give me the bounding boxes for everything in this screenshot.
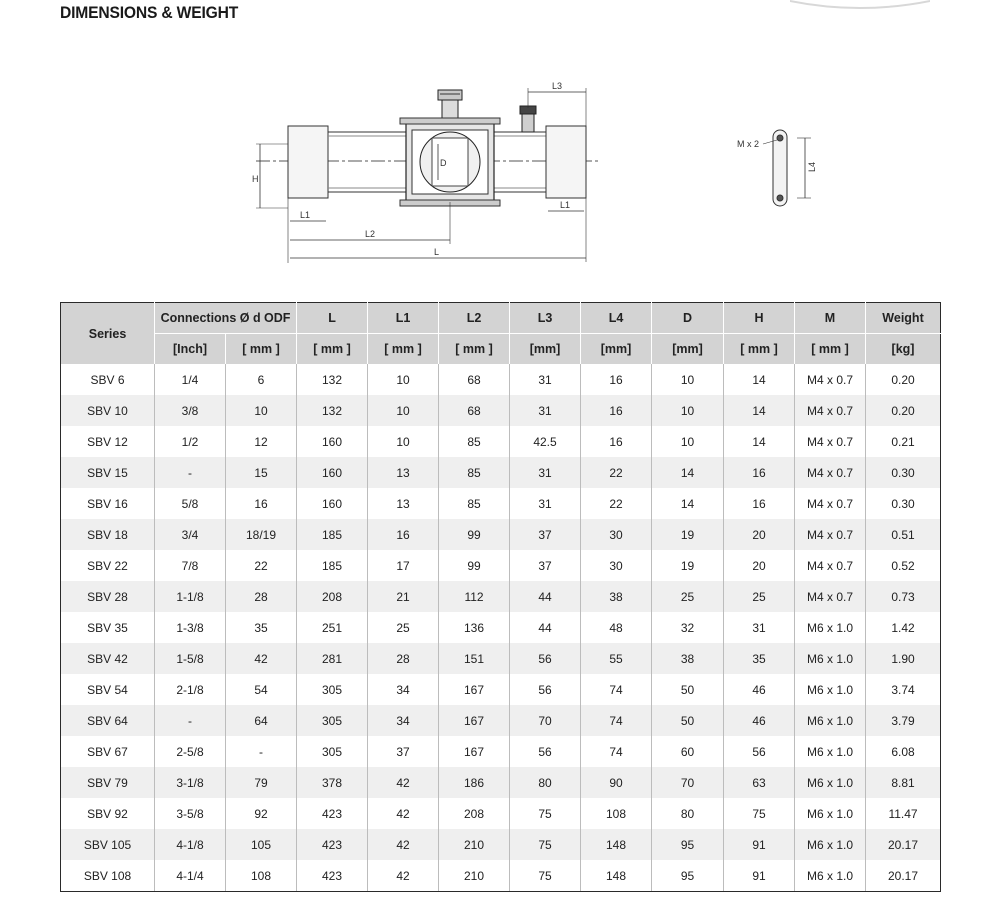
unit-weight: [kg] bbox=[866, 334, 941, 365]
cell-mm: 10 bbox=[226, 395, 297, 426]
cell-d: 25 bbox=[652, 581, 724, 612]
cell-l4: 55 bbox=[581, 643, 652, 674]
header-m: M bbox=[795, 303, 866, 334]
cell-series: SBV 22 bbox=[61, 550, 155, 581]
cell-l3: 31 bbox=[510, 457, 581, 488]
table-row bbox=[61, 426, 941, 457]
cell-mm: 15 bbox=[226, 457, 297, 488]
cell-l2: 136 bbox=[439, 612, 510, 643]
cell-l4: 38 bbox=[581, 581, 652, 612]
cell-m: M6 x 1.0 bbox=[795, 829, 866, 860]
cell-weight: 1.90 bbox=[866, 643, 941, 674]
cell-series: SBV 15 bbox=[61, 457, 155, 488]
cell-l4: 90 bbox=[581, 767, 652, 798]
cell-series: SBV 16 bbox=[61, 488, 155, 519]
cell-h: 91 bbox=[724, 860, 795, 892]
header-d: D bbox=[652, 303, 724, 334]
table-row bbox=[61, 643, 941, 674]
header-l2: L2 bbox=[439, 303, 510, 334]
cell-h: 91 bbox=[724, 829, 795, 860]
cell-m: M4 x 0.7 bbox=[795, 364, 866, 395]
header-l1: L1 bbox=[368, 303, 439, 334]
header-series: Series bbox=[61, 303, 155, 365]
unit-h: [ mm ] bbox=[724, 334, 795, 365]
cell-weight: 20.17 bbox=[866, 860, 941, 892]
cell-l: 208 bbox=[297, 581, 368, 612]
cell-l3: 37 bbox=[510, 550, 581, 581]
cell-d: 14 bbox=[652, 457, 724, 488]
cell-l4: 30 bbox=[581, 550, 652, 581]
table-row bbox=[61, 736, 941, 767]
cell-l4: 30 bbox=[581, 519, 652, 550]
label-d: D bbox=[440, 158, 447, 168]
cell-m: M6 x 1.0 bbox=[795, 767, 866, 798]
cell-l: 281 bbox=[297, 643, 368, 674]
table-row bbox=[61, 519, 941, 550]
cell-l1: 42 bbox=[368, 767, 439, 798]
cell-l2: 210 bbox=[439, 829, 510, 860]
cell-d: 10 bbox=[652, 426, 724, 457]
cell-m: M6 x 1.0 bbox=[795, 736, 866, 767]
cell-l2: 208 bbox=[439, 798, 510, 829]
cell-l2: 99 bbox=[439, 519, 510, 550]
unit-l1: [ mm ] bbox=[368, 334, 439, 365]
cell-series: SBV 42 bbox=[61, 643, 155, 674]
cell-l1: 37 bbox=[368, 736, 439, 767]
cell-weight: 11.47 bbox=[866, 798, 941, 829]
cell-m: M4 x 0.7 bbox=[795, 519, 866, 550]
cell-l4: 74 bbox=[581, 674, 652, 705]
cell-l2: 85 bbox=[439, 426, 510, 457]
unit-l2: [ mm ] bbox=[439, 334, 510, 365]
cell-mm: 42 bbox=[226, 643, 297, 674]
cell-l4: 16 bbox=[581, 426, 652, 457]
cell-l3: 75 bbox=[510, 860, 581, 892]
cell-l3: 44 bbox=[510, 581, 581, 612]
cell-weight: 0.21 bbox=[866, 426, 941, 457]
header-connections: Connections Ø d ODF bbox=[155, 303, 297, 334]
cell-l: 305 bbox=[297, 705, 368, 736]
cell-inch: 4-1/4 bbox=[155, 860, 226, 892]
cell-series: SBV 6 bbox=[61, 364, 155, 395]
page-title: DIMENSIONS & WEIGHT bbox=[60, 3, 239, 22]
cell-l4: 74 bbox=[581, 736, 652, 767]
cell-m: M4 x 0.7 bbox=[795, 550, 866, 581]
header-l: L bbox=[297, 303, 368, 334]
label-l1-left: L1 bbox=[300, 210, 311, 220]
cell-l4: 148 bbox=[581, 860, 652, 892]
cell-d: 38 bbox=[652, 643, 724, 674]
cell-h: 14 bbox=[724, 395, 795, 426]
cell-series: SBV 67 bbox=[61, 736, 155, 767]
table-row bbox=[61, 767, 941, 798]
cell-l: 185 bbox=[297, 519, 368, 550]
cell-l4: 22 bbox=[581, 457, 652, 488]
cell-d: 80 bbox=[652, 798, 724, 829]
cell-weight: 0.20 bbox=[866, 395, 941, 426]
cell-series: SBV 18 bbox=[61, 519, 155, 550]
cell-l1: 10 bbox=[368, 364, 439, 395]
cell-m: M6 x 1.0 bbox=[795, 705, 866, 736]
cell-l4: 74 bbox=[581, 705, 652, 736]
cell-l2: 85 bbox=[439, 457, 510, 488]
cell-l1: 13 bbox=[368, 457, 439, 488]
table-row bbox=[61, 798, 941, 829]
cell-l: 132 bbox=[297, 395, 368, 426]
cell-l3: 70 bbox=[510, 705, 581, 736]
cell-d: 70 bbox=[652, 767, 724, 798]
cell-d: 95 bbox=[652, 829, 724, 860]
cell-l2: 167 bbox=[439, 705, 510, 736]
cell-l: 305 bbox=[297, 736, 368, 767]
cell-d: 10 bbox=[652, 395, 724, 426]
cell-inch: 5/8 bbox=[155, 488, 226, 519]
table-row bbox=[61, 395, 941, 426]
cell-inch: 1-3/8 bbox=[155, 612, 226, 643]
cell-d: 19 bbox=[652, 550, 724, 581]
cell-m: M6 x 1.0 bbox=[795, 643, 866, 674]
cell-l1: 10 bbox=[368, 426, 439, 457]
cell-series: SBV 54 bbox=[61, 674, 155, 705]
cell-l4: 16 bbox=[581, 364, 652, 395]
cell-l1: 25 bbox=[368, 612, 439, 643]
cell-l4: 48 bbox=[581, 612, 652, 643]
unit-d: [mm] bbox=[652, 334, 724, 365]
cell-l3: 75 bbox=[510, 829, 581, 860]
cell-h: 75 bbox=[724, 798, 795, 829]
cell-l: 160 bbox=[297, 457, 368, 488]
cell-l4: 148 bbox=[581, 829, 652, 860]
cell-h: 46 bbox=[724, 705, 795, 736]
cell-h: 16 bbox=[724, 457, 795, 488]
cell-inch: 2-1/8 bbox=[155, 674, 226, 705]
cell-mm: 54 bbox=[226, 674, 297, 705]
cell-l4: 22 bbox=[581, 488, 652, 519]
cell-l4: 16 bbox=[581, 395, 652, 426]
cell-m: M6 x 1.0 bbox=[795, 798, 866, 829]
cell-h: 20 bbox=[724, 550, 795, 581]
cell-l1: 17 bbox=[368, 550, 439, 581]
cell-l1: 34 bbox=[368, 674, 439, 705]
cell-series: SBV 12 bbox=[61, 426, 155, 457]
cell-series: SBV 105 bbox=[61, 829, 155, 860]
cell-series: SBV 92 bbox=[61, 798, 155, 829]
label-l1-right: L1 bbox=[560, 200, 571, 210]
cell-l2: 68 bbox=[439, 364, 510, 395]
cell-inch: 3/4 bbox=[155, 519, 226, 550]
cell-l1: 34 bbox=[368, 705, 439, 736]
cell-l1: 16 bbox=[368, 519, 439, 550]
cell-l3: 31 bbox=[510, 395, 581, 426]
cell-mm: - bbox=[226, 736, 297, 767]
cell-mm: 105 bbox=[226, 829, 297, 860]
cell-h: 31 bbox=[724, 612, 795, 643]
cell-l1: 28 bbox=[368, 643, 439, 674]
cell-inch: 1/4 bbox=[155, 364, 226, 395]
cell-l2: 99 bbox=[439, 550, 510, 581]
cell-h: 25 bbox=[724, 581, 795, 612]
cell-l3: 44 bbox=[510, 612, 581, 643]
cell-inch: 1-5/8 bbox=[155, 643, 226, 674]
cell-inch: - bbox=[155, 457, 226, 488]
cell-weight: 0.51 bbox=[866, 519, 941, 550]
cell-weight: 0.73 bbox=[866, 581, 941, 612]
table-row bbox=[61, 581, 941, 612]
cell-m: M6 x 1.0 bbox=[795, 860, 866, 892]
cell-d: 95 bbox=[652, 860, 724, 892]
cell-weight: 1.42 bbox=[866, 612, 941, 643]
cell-weight: 20.17 bbox=[866, 829, 941, 860]
cell-m: M6 x 1.0 bbox=[795, 612, 866, 643]
cell-d: 50 bbox=[652, 674, 724, 705]
table-row bbox=[61, 550, 941, 581]
cell-mm: 6 bbox=[226, 364, 297, 395]
cell-d: 60 bbox=[652, 736, 724, 767]
cell-h: 63 bbox=[724, 767, 795, 798]
cell-series: SBV 10 bbox=[61, 395, 155, 426]
cell-m: M6 x 1.0 bbox=[795, 674, 866, 705]
cell-weight: 8.81 bbox=[866, 767, 941, 798]
cell-l3: 31 bbox=[510, 364, 581, 395]
table-row bbox=[61, 457, 941, 488]
cell-l2: 151 bbox=[439, 643, 510, 674]
cell-series: SBV 79 bbox=[61, 767, 155, 798]
cell-l1: 10 bbox=[368, 395, 439, 426]
cell-l3: 37 bbox=[510, 519, 581, 550]
cell-l4: 108 bbox=[581, 798, 652, 829]
cell-weight: 0.30 bbox=[866, 488, 941, 519]
header-l4: L4 bbox=[581, 303, 652, 334]
unit-l3: [mm] bbox=[510, 334, 581, 365]
cell-mm: 22 bbox=[226, 550, 297, 581]
cell-l3: 75 bbox=[510, 798, 581, 829]
unit-l4: [mm] bbox=[581, 334, 652, 365]
cell-l: 132 bbox=[297, 364, 368, 395]
label-l2: L2 bbox=[365, 229, 376, 239]
cell-inch: 1-1/8 bbox=[155, 581, 226, 612]
cell-mm: 28 bbox=[226, 581, 297, 612]
cell-l3: 80 bbox=[510, 767, 581, 798]
label-l3: L3 bbox=[552, 81, 563, 91]
cell-series: SBV 64 bbox=[61, 705, 155, 736]
cell-l3: 42.5 bbox=[510, 426, 581, 457]
decorative-swoosh bbox=[790, 0, 930, 14]
cell-d: 10 bbox=[652, 364, 724, 395]
cell-inch: 3/8 bbox=[155, 395, 226, 426]
header-h: H bbox=[724, 303, 795, 334]
cell-weight: 0.30 bbox=[866, 457, 941, 488]
cell-l1: 21 bbox=[368, 581, 439, 612]
cell-l1: 13 bbox=[368, 488, 439, 519]
cell-d: 50 bbox=[652, 705, 724, 736]
cell-h: 56 bbox=[724, 736, 795, 767]
cell-l2: 167 bbox=[439, 674, 510, 705]
cell-l2: 68 bbox=[439, 395, 510, 426]
cell-l1: 42 bbox=[368, 829, 439, 860]
cell-weight: 3.79 bbox=[866, 705, 941, 736]
cell-l2: 112 bbox=[439, 581, 510, 612]
cell-inch: 1/2 bbox=[155, 426, 226, 457]
unit-l: [ mm ] bbox=[297, 334, 368, 365]
unit-inch: [Inch] bbox=[155, 334, 226, 365]
cell-h: 16 bbox=[724, 488, 795, 519]
cell-m: M4 x 0.7 bbox=[795, 457, 866, 488]
table-row bbox=[61, 612, 941, 643]
cell-h: 46 bbox=[724, 674, 795, 705]
cell-m: M4 x 0.7 bbox=[795, 581, 866, 612]
valve-dimension-drawing bbox=[250, 78, 610, 263]
cell-inch: 3-1/8 bbox=[155, 767, 226, 798]
cell-d: 14 bbox=[652, 488, 724, 519]
cell-series: SBV 108 bbox=[61, 860, 155, 892]
cell-l: 160 bbox=[297, 426, 368, 457]
cell-mm: 12 bbox=[226, 426, 297, 457]
cell-l: 423 bbox=[297, 860, 368, 892]
cell-series: SBV 28 bbox=[61, 581, 155, 612]
label-l: L bbox=[434, 247, 440, 257]
cell-inch: 4-1/8 bbox=[155, 829, 226, 860]
cell-mm: 108 bbox=[226, 860, 297, 892]
cell-inch: 7/8 bbox=[155, 550, 226, 581]
cell-h: 14 bbox=[724, 426, 795, 457]
table-row bbox=[61, 488, 941, 519]
cell-mm: 92 bbox=[226, 798, 297, 829]
cell-m: M4 x 0.7 bbox=[795, 395, 866, 426]
cell-mm: 64 bbox=[226, 705, 297, 736]
cell-d: 32 bbox=[652, 612, 724, 643]
cell-l: 423 bbox=[297, 798, 368, 829]
cell-h: 20 bbox=[724, 519, 795, 550]
cell-d: 19 bbox=[652, 519, 724, 550]
cell-l1: 42 bbox=[368, 860, 439, 892]
cell-weight: 6.08 bbox=[866, 736, 941, 767]
cell-m: M4 x 0.7 bbox=[795, 488, 866, 519]
label-m: M x 2 bbox=[737, 139, 760, 149]
cell-l3: 56 bbox=[510, 674, 581, 705]
cell-h: 35 bbox=[724, 643, 795, 674]
cell-weight: 0.52 bbox=[866, 550, 941, 581]
dimensions-table bbox=[60, 302, 941, 892]
cell-l2: 167 bbox=[439, 736, 510, 767]
cell-l3: 56 bbox=[510, 643, 581, 674]
cell-weight: 0.20 bbox=[866, 364, 941, 395]
cell-series: SBV 35 bbox=[61, 612, 155, 643]
unit-m: [ mm ] bbox=[795, 334, 866, 365]
cell-mm: 16 bbox=[226, 488, 297, 519]
cell-mm: 79 bbox=[226, 767, 297, 798]
cell-mm: 35 bbox=[226, 612, 297, 643]
cell-mm: 18/19 bbox=[226, 519, 297, 550]
cell-l: 251 bbox=[297, 612, 368, 643]
cell-l: 185 bbox=[297, 550, 368, 581]
cell-l: 423 bbox=[297, 829, 368, 860]
cell-l: 160 bbox=[297, 488, 368, 519]
cell-inch: 2-5/8 bbox=[155, 736, 226, 767]
cell-weight: 3.74 bbox=[866, 674, 941, 705]
table-row bbox=[61, 829, 941, 860]
cell-l3: 56 bbox=[510, 736, 581, 767]
table-row bbox=[61, 860, 941, 892]
handle-detail-drawing bbox=[735, 120, 825, 220]
cell-l2: 186 bbox=[439, 767, 510, 798]
header-weight: Weight bbox=[866, 303, 941, 334]
cell-l: 378 bbox=[297, 767, 368, 798]
table-row bbox=[61, 364, 941, 395]
cell-l3: 31 bbox=[510, 488, 581, 519]
unit-mm-connection: [ mm ] bbox=[226, 334, 297, 365]
table-row bbox=[61, 705, 941, 736]
header-l3: L3 bbox=[510, 303, 581, 334]
table-row bbox=[61, 674, 941, 705]
cell-l2: 210 bbox=[439, 860, 510, 892]
cell-inch: 3-5/8 bbox=[155, 798, 226, 829]
cell-inch: - bbox=[155, 705, 226, 736]
cell-l2: 85 bbox=[439, 488, 510, 519]
cell-l1: 42 bbox=[368, 798, 439, 829]
cell-l: 305 bbox=[297, 674, 368, 705]
label-l4: L4 bbox=[807, 161, 817, 172]
cell-h: 14 bbox=[724, 364, 795, 395]
cell-m: M4 x 0.7 bbox=[795, 426, 866, 457]
label-h: H bbox=[252, 174, 259, 184]
